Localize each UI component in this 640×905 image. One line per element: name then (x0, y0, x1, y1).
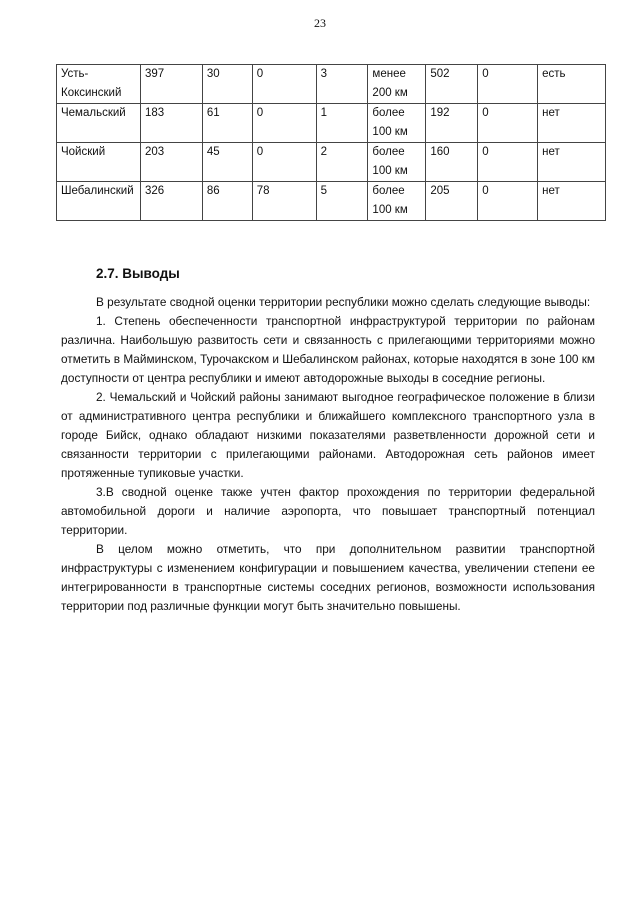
table-cell: 30 (202, 65, 252, 104)
table-cell: 203 (140, 143, 202, 182)
table-cell: 0 (252, 143, 316, 182)
table-body (57, 65, 606, 221)
section-title: 2.7. Выводы (96, 266, 180, 281)
table-cell: 61 (202, 104, 252, 143)
table-cell: 0 (252, 104, 316, 143)
paragraph-intro: В результате сводной оценки территории республики можно сделать следующие выводы: (96, 295, 591, 309)
paragraph-3: 3.В сводной оценке также учтен фактор прохождения по территории федеральной автомобильной дороги и наличие аэропорта, что повышает транспортный потенциал территории. (61, 485, 595, 537)
table-row (57, 143, 606, 182)
table-row (57, 182, 606, 221)
table-cell: 1 (316, 104, 368, 143)
table-cell: 326 (140, 182, 202, 221)
table-cell: 0 (478, 65, 538, 104)
table-cell: 183 (140, 104, 202, 143)
table-cell: 0 (478, 104, 538, 143)
district-table (56, 64, 606, 221)
table-cell: 0 (478, 143, 538, 182)
table-cell: 45 (202, 143, 252, 182)
table-cell: Чемальский (57, 104, 141, 143)
table-cell: есть (538, 65, 606, 104)
paragraph-1: 1. Степень обеспеченности транспортной инфраструктурой территории по районам различна. Наибольшую развитость сети и связанность с прилегающими территориями можно отметить в Майминском, Турочакском и Шебалинском районах, которые находятся в зоне 100 км доступности от центра республики и имеют автодорожные выходы в соседние регионы. (61, 314, 596, 385)
table-cell: 2 (316, 143, 368, 182)
table-cell: менее 200 км (368, 65, 426, 104)
table-cell: более 100 км (368, 182, 426, 221)
table-cell: 0 (252, 65, 316, 104)
table-cell: 192 (426, 104, 478, 143)
table-cell: 502 (426, 65, 478, 104)
page-number: 23 (314, 16, 326, 30)
table-cell: Чойский (57, 143, 141, 182)
table-cell: 397 (140, 65, 202, 104)
table-cell: Усть-Коксинский (57, 65, 141, 104)
table-cell: 3 (316, 65, 368, 104)
table-cell: 205 (426, 182, 478, 221)
table-cell: 86 (202, 182, 252, 221)
table-cell: 78 (252, 182, 316, 221)
table-row (57, 104, 606, 143)
table-cell: нет (538, 182, 606, 221)
table-cell: нет (538, 143, 606, 182)
section-body (61, 293, 595, 616)
table-cell: более 100 км (368, 143, 426, 182)
table-cell: нет (538, 104, 606, 143)
paragraph-conclusion: В целом можно отметить, что при дополнительном развитии транспортной инфраструктуры с изменением конфигурации и повышением качества, увеличении степени ее интегрированности в транспортные системы соседних регионов, возможности использования территории под различные функции могут быть значительно повышены. (61, 542, 595, 613)
table-cell: более 100 км (368, 104, 426, 143)
table-cell: 5 (316, 182, 368, 221)
table-cell: 0 (478, 182, 538, 221)
table-cell: 160 (426, 143, 478, 182)
table-cell: Шебалинский (57, 182, 141, 221)
table-row (57, 65, 606, 104)
paragraph-2: 2. Чемальский и Чойский районы занимают выгодное географическое положение в близи от административного центра республики и ближайшего комплексного транспортного узла в городе Бийск, однако обладают низкими показателями разветвленности дорожной сети и связанности территории с прилегающими районами. Автодорожная сеть районов имеет протяженные тупиковые участки. (61, 390, 595, 480)
